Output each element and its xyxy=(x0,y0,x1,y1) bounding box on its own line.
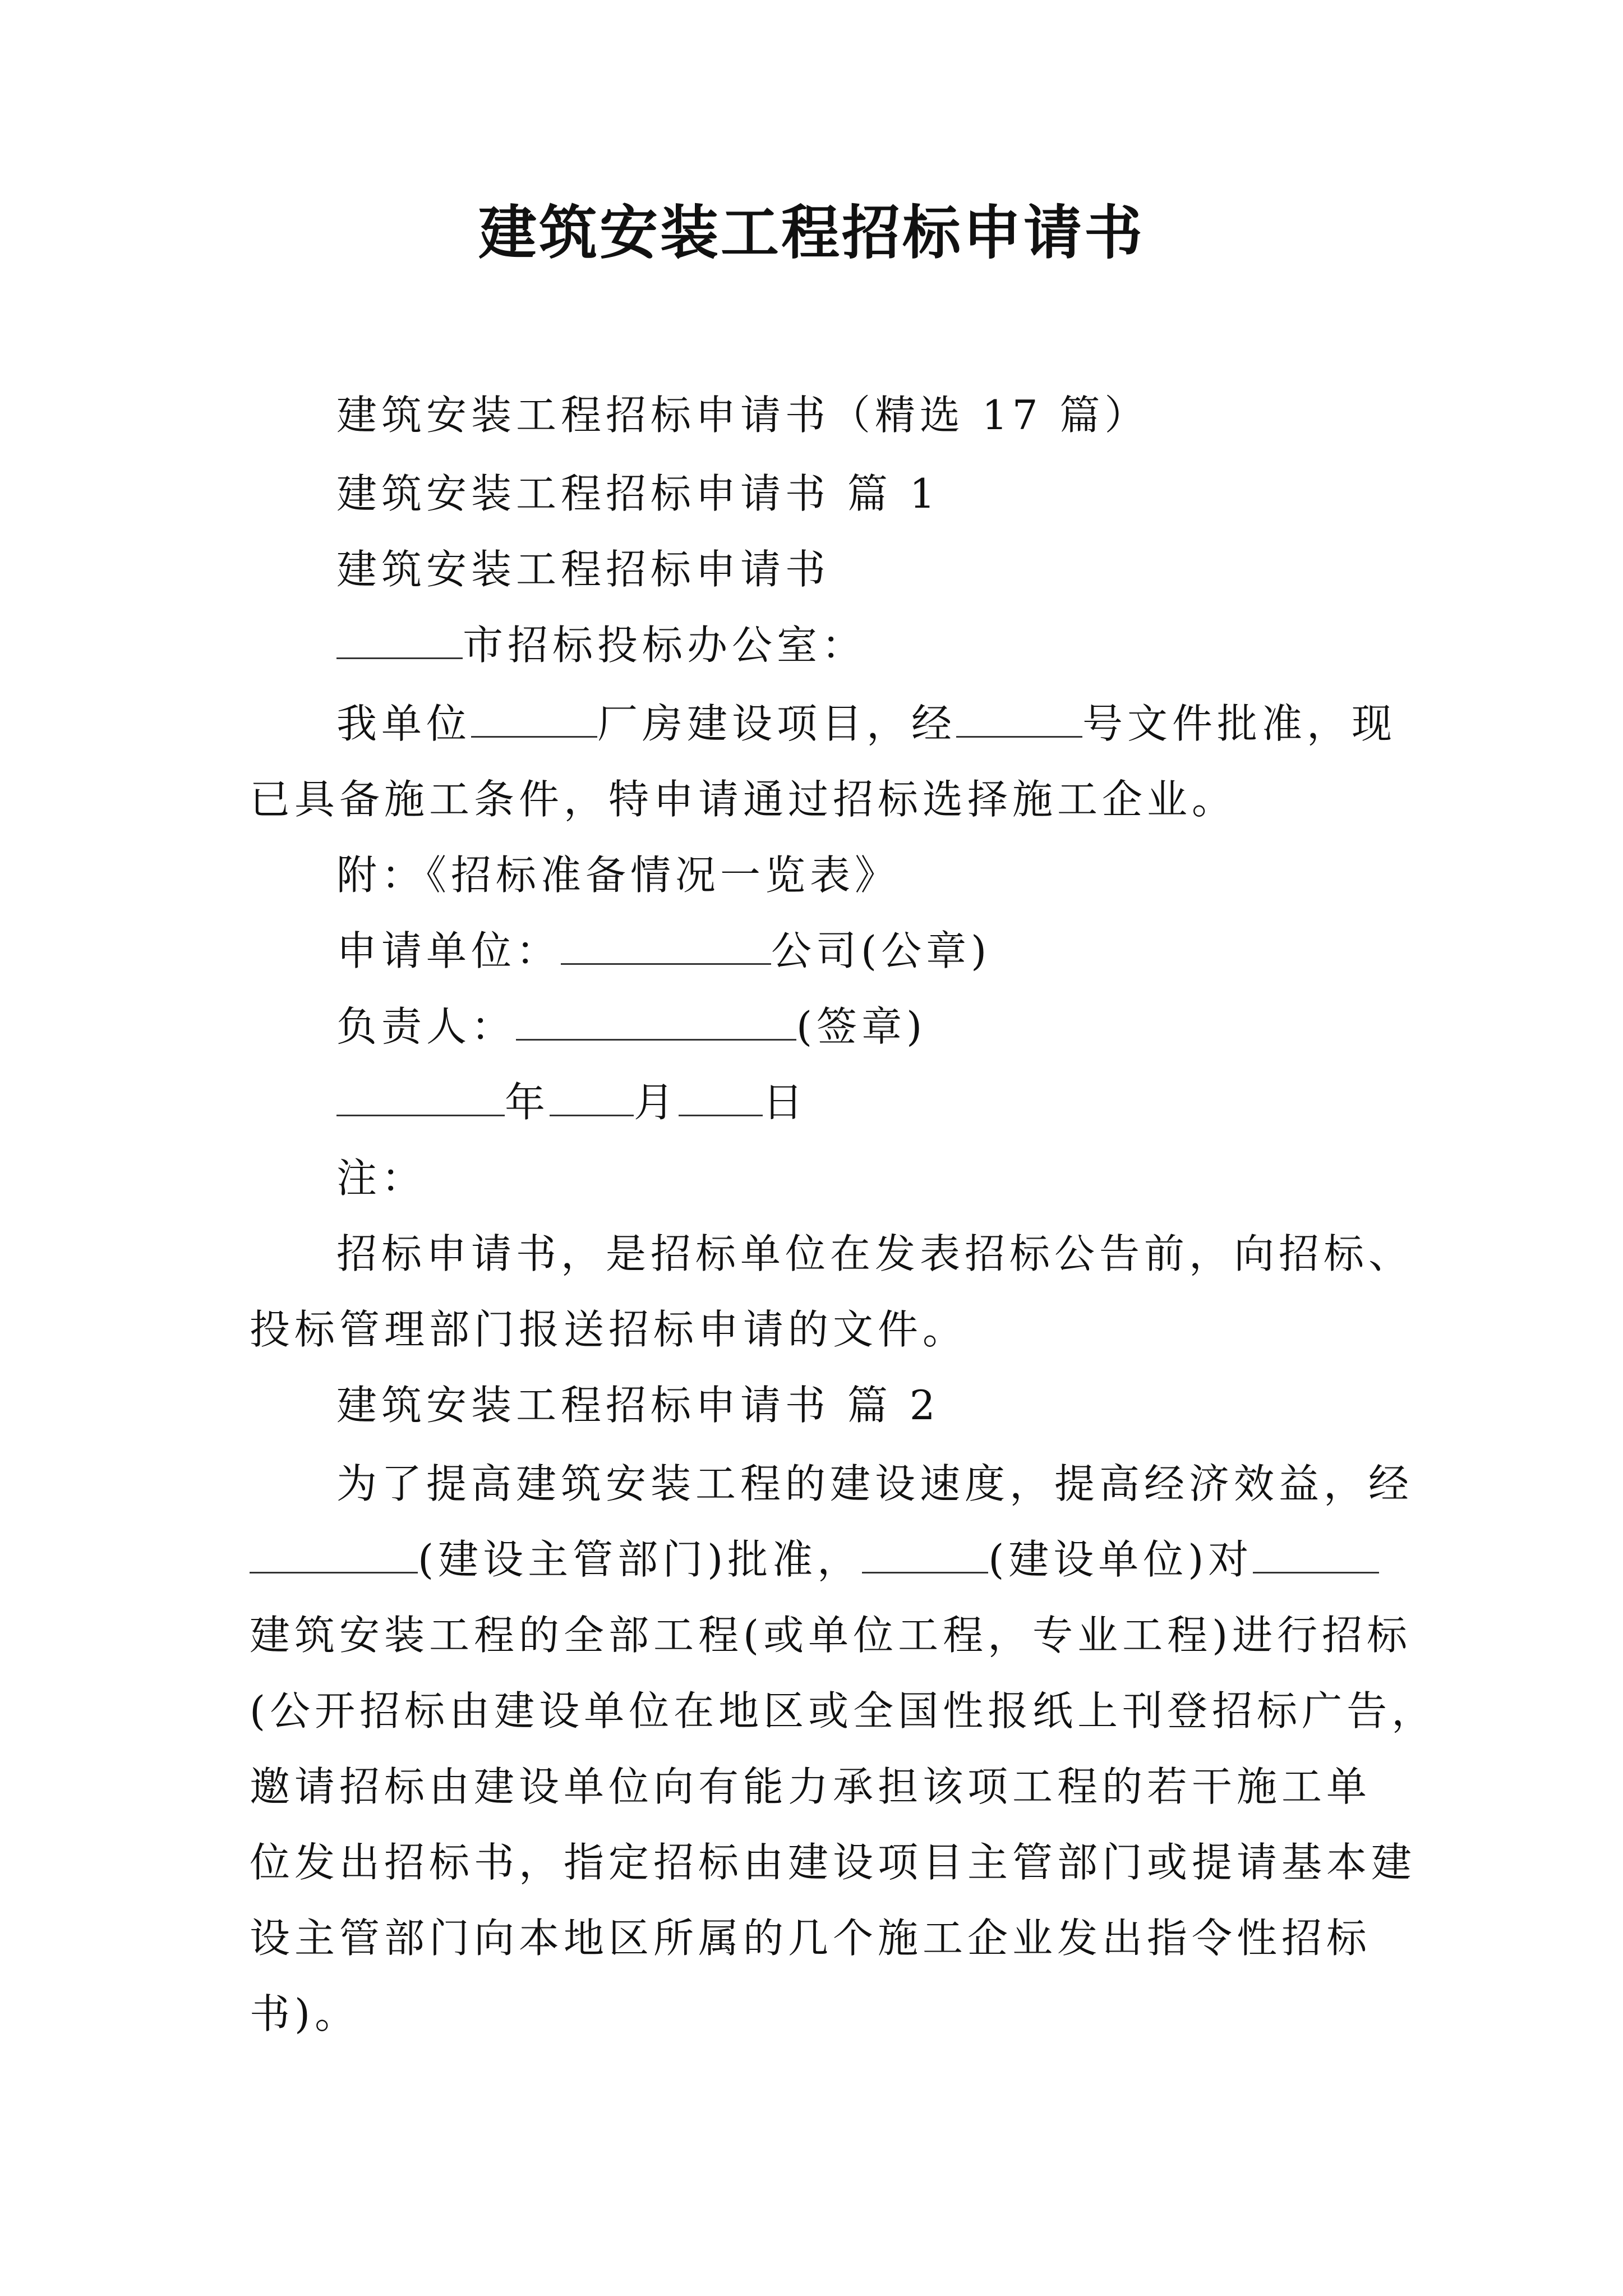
body-text: 我单位 xyxy=(336,700,472,747)
note-label: 注： xyxy=(336,1154,427,1202)
blank-responsible xyxy=(516,1000,796,1041)
addressee-line xyxy=(336,617,866,673)
body-line: 建筑安装工程的全部工程(或单位工程，专业工程)进行招标 xyxy=(250,1612,1412,1659)
date-month-label: 月 xyxy=(634,1079,679,1126)
responsible-label: 负责人： xyxy=(336,1003,517,1050)
responsible-suffix: (签章) xyxy=(796,1003,927,1050)
section-heading-1: 建筑安装工程招标申请书 篇 1 xyxy=(336,470,940,517)
blank-doc-number xyxy=(956,697,1082,738)
blank-applicant xyxy=(561,924,771,965)
blank-unit xyxy=(471,697,597,738)
note-text: 招标申请书，是招标单位在发表招标公告前，向招标、 xyxy=(336,1230,1414,1277)
body-text: (建设主管部门)批准， xyxy=(418,1536,863,1583)
note-text: 投标管理部门报送招标申请的文件。 xyxy=(250,1306,968,1353)
body-line: 设主管部门向本地区所属的几个施工企业发出指令性招标 xyxy=(250,1915,1372,1962)
body-text: 号文件批准，现 xyxy=(1082,700,1397,747)
body-line: 邀请招标由建设单位向有能力承担该项工程的若干施工单 xyxy=(250,1763,1372,1810)
date-day-label: 日 xyxy=(763,1079,808,1126)
addressee-text: 市招标投标办公室： xyxy=(463,622,867,669)
collection-heading: 建筑安装工程招标申请书（精选 17 篇） xyxy=(336,392,1150,439)
body-text: (建设单位)对 xyxy=(988,1536,1253,1583)
date-line xyxy=(336,1074,808,1130)
applicant-suffix: 公司(公章) xyxy=(771,927,992,974)
body-line xyxy=(336,696,1396,752)
document-title: 建筑安装工程招标申请书 xyxy=(478,198,1145,267)
blank-builder xyxy=(862,1533,988,1573)
attachment-line: 附：《招标准备情况一览表》 xyxy=(336,852,900,899)
date-year-label: 年 xyxy=(505,1079,550,1126)
blank-day xyxy=(679,1075,763,1116)
blank-authority xyxy=(250,1533,418,1573)
blank-month xyxy=(550,1075,634,1116)
section-heading-2: 建筑安装工程招标申请书 篇 2 xyxy=(336,1382,940,1429)
applicant-line xyxy=(336,923,991,979)
body-text: 厂房建设项目，经 xyxy=(597,700,957,747)
responsible-line xyxy=(336,999,926,1055)
blank-project xyxy=(1253,1533,1379,1573)
applicant-label: 申请单位： xyxy=(336,927,561,974)
letter-title: 建筑安装工程招标申请书 xyxy=(336,546,831,593)
body-line: (公开招标由建设单位在地区或全国性报纸上刊登招标广告， xyxy=(250,1687,1437,1734)
body-line: 已具备施工条件，特申请通过招标选择施工企业。 xyxy=(250,776,1237,823)
body-line: 书)。 xyxy=(250,1990,360,2037)
blank-year xyxy=(336,1075,505,1116)
body-line: 为了提高建筑安装工程的建设速度，提高经济效益，经 xyxy=(336,1460,1414,1507)
body-line: 位发出招标书，指定招标由建设项目主管部门或提请基本建 xyxy=(250,1839,1417,1886)
blank-city xyxy=(336,618,463,659)
body-line xyxy=(250,1531,1379,1588)
